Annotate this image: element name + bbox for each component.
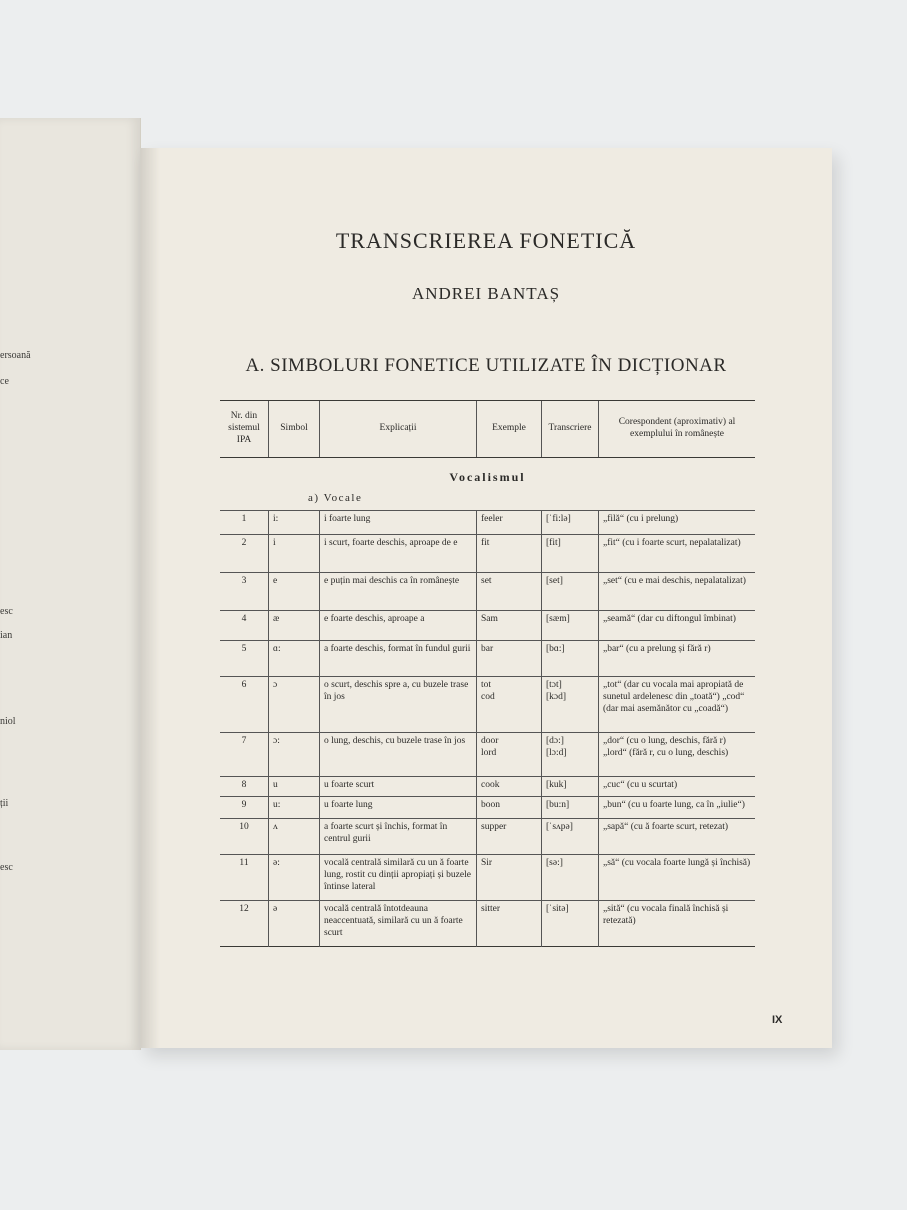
cell-example: bar (477, 640, 542, 676)
cell-transcription: [bu:n] (542, 796, 599, 818)
header-transcription: Transcriere (542, 401, 599, 458)
cell-example: sitter (477, 900, 542, 946)
cell-symbol: i: (269, 510, 320, 534)
cell-romanian: „sită“ (cu vocala finală închisă și retezată) (599, 900, 756, 946)
left-page (0, 118, 141, 1050)
cell-romanian: „fit“ (cu i foarte scurt, nepalatalizat) (599, 534, 756, 572)
cell-romanian: „dor“ (cu o lung, deschis, fără r) „lord“ (fără r, cu o lung, deschis) (599, 732, 756, 776)
cell-transcription: [ˈsitə] (542, 900, 599, 946)
cell-nr: 10 (220, 818, 269, 854)
table-row (220, 900, 755, 946)
cell-symbol: i (269, 534, 320, 572)
cell-nr: 12 (220, 900, 269, 946)
cell-symbol: e (269, 572, 320, 610)
left-fragment: ce (0, 376, 9, 387)
cell-example: boon (477, 796, 542, 818)
cell-symbol: u (269, 776, 320, 796)
cell-example: cook (477, 776, 542, 796)
cell-nr: 1 (220, 510, 269, 534)
cell-symbol: ɑ: (269, 640, 320, 676)
cell-explanation: vocală centrală întotdeauna neaccentuată, similară cu un ă foarte scurt (320, 900, 477, 946)
cell-explanation: a foarte scurt și închis, format în centrul gurii (320, 818, 477, 854)
table-header-row (220, 401, 755, 458)
table-row (220, 776, 755, 796)
cell-transcription: [tɔt] [kɔd] (542, 676, 599, 732)
cell-romanian: „tot“ (dar cu vocala mai apropiată de sunetul ardelenesc din „toată“) „cod“ (dar mai asemănător cu „coadă“) (599, 676, 756, 732)
cell-example: Sir (477, 854, 542, 900)
cell-symbol: u: (269, 796, 320, 818)
cell-transcription: [sə:] (542, 854, 599, 900)
cell-explanation: vocală centrală similară cu un ă foarte lung, rostit cu dinții apropiați și buzele întinse lateral (320, 854, 477, 900)
cell-nr: 8 (220, 776, 269, 796)
table-row (220, 732, 755, 776)
cell-explanation: u foarte scurt (320, 776, 477, 796)
cell-symbol: ə: (269, 854, 320, 900)
cell-example: fit (477, 534, 542, 572)
cell-transcription: [ˈfi:lə] (542, 510, 599, 534)
cell-transcription: [kuk] (542, 776, 599, 796)
cell-romanian: „sapă“ (cu ă foarte scurt, retezat) (599, 818, 756, 854)
page-number: IX (772, 1014, 783, 1026)
cell-explanation: i scurt, foarte deschis, aproape de e (320, 534, 477, 572)
table-bottom-rule (220, 946, 755, 951)
cell-nr: 9 (220, 796, 269, 818)
cell-transcription: [ˈsʌpə] (542, 818, 599, 854)
group-title: Vocalismul (449, 470, 526, 484)
table-row (220, 572, 755, 610)
cell-symbol: æ (269, 610, 320, 640)
table-row (220, 676, 755, 732)
cell-example: tot cod (477, 676, 542, 732)
table-row (220, 640, 755, 676)
table-row (220, 510, 755, 534)
header-examples: Exemple (477, 401, 542, 458)
subgroup-row (220, 489, 755, 510)
cell-nr: 6 (220, 676, 269, 732)
header-romanian: Corespondent (aproximativ) al exemplului în românește (599, 401, 756, 458)
cell-explanation: e puțin mai deschis ca în românește (320, 572, 477, 610)
cell-romanian: „set“ (cu e mai deschis, nepalatalizat) (599, 572, 756, 610)
spine-shadow (140, 148, 160, 1048)
cell-explanation: o lung, deschis, cu buzele trase în jos (320, 732, 477, 776)
cell-nr: 7 (220, 732, 269, 776)
cell-transcription: [fit] (542, 534, 599, 572)
cell-transcription: [dɔ:] [lɔ:d] (542, 732, 599, 776)
left-fragment: ian (0, 630, 13, 641)
table-row (220, 796, 755, 818)
cell-symbol: ɔ (269, 676, 320, 732)
cell-nr: 5 (220, 640, 269, 676)
cell-explanation: o scurt, deschis spre a, cu buzele trase în jos (320, 676, 477, 732)
cell-nr: 2 (220, 534, 269, 572)
cell-nr: 11 (220, 854, 269, 900)
cell-example: set (477, 572, 542, 610)
cell-romanian: „să“ (cu vocala foarte lungă și închisă) (599, 854, 756, 900)
cell-example: Sam (477, 610, 542, 640)
author-name: ANDREI BANTAȘ (411, 284, 561, 303)
left-fragment: ții (0, 798, 9, 809)
cell-symbol: ə (269, 900, 320, 946)
cell-transcription: [sæm] (542, 610, 599, 640)
cell-transcription: [set] (542, 572, 599, 610)
cell-explanation: e foarte deschis, aproape a (320, 610, 477, 640)
table-row (220, 610, 755, 640)
cell-example: supper (477, 818, 542, 854)
group-row (220, 458, 755, 490)
subgroup-title: a) Vocale (308, 492, 363, 504)
section-title: A. SIMBOLURI FONETICE UTILIZATE ÎN DICȚIONAR (245, 355, 727, 376)
cell-romanian: „seamă“ (dar cu diftongul îmbinat) (599, 610, 756, 640)
cell-example: door lord (477, 732, 542, 776)
table-row (220, 854, 755, 900)
header-explanation: Explicații (320, 401, 477, 458)
cell-nr: 3 (220, 572, 269, 610)
header-nr: Nr. din sistemul IPA (220, 401, 269, 458)
cell-symbol: ʌ (269, 818, 320, 854)
cell-romanian: „bun“ (cu u foarte lung, ca în „iulie“) (599, 796, 756, 818)
cell-romanian: „filă“ (cu i prelung) (599, 510, 756, 534)
left-fragment: ersoană (0, 350, 31, 361)
header-symbol: Simbol (269, 401, 320, 458)
cell-explanation: u foarte lung (320, 796, 477, 818)
table-row (220, 818, 755, 854)
table-row (220, 534, 755, 572)
cell-romanian: „bar“ (cu a prelung și fără r) (599, 640, 756, 676)
cell-romanian: „cuc“ (cu u scurtat) (599, 776, 756, 796)
cell-explanation: i foarte lung (320, 510, 477, 534)
left-fragment: esc (0, 862, 13, 873)
cell-transcription: [bɑ:] (542, 640, 599, 676)
page-title: TRANSCRIEREA FONETICĂ (335, 228, 637, 253)
cell-symbol: ɔ: (269, 732, 320, 776)
cell-explanation: a foarte deschis, format în fundul gurii (320, 640, 477, 676)
cell-example: feeler (477, 510, 542, 534)
phonetic-table (220, 400, 755, 951)
left-fragment: niol (0, 716, 16, 727)
left-fragment: esc (0, 606, 13, 617)
cell-nr: 4 (220, 610, 269, 640)
